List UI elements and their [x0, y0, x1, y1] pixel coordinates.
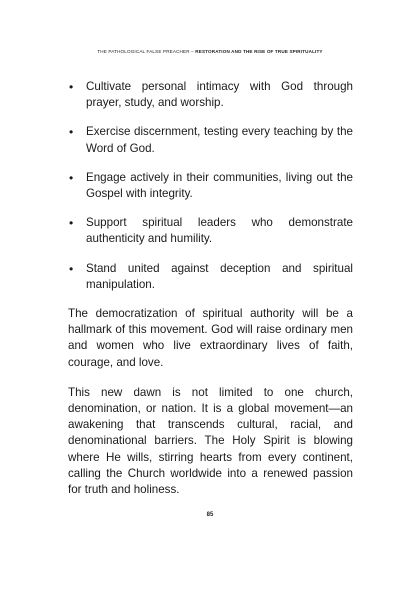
- bullet-list: [68, 79, 353, 293]
- page-number: 85: [206, 512, 214, 518]
- bullet-icon: •: [69, 170, 74, 185]
- list-item: [68, 79, 353, 111]
- list-item-text: Engage actively in their communities, living out the Gospel with integrity.: [86, 170, 353, 201]
- list-item-text: Exercise discernment, testing every teaching by the Word of God.: [86, 125, 353, 155]
- list-item: [68, 261, 353, 293]
- bullet-icon: •: [69, 216, 74, 231]
- bullet-icon: •: [69, 80, 74, 94]
- list-item: [68, 170, 353, 202]
- list-item-text: Stand united against deception and spiritual manipulation.: [86, 261, 353, 291]
- list-item-text: Cultivate personal intimacy with God through prayer, study, and worship.: [86, 80, 353, 110]
- list-item: [68, 215, 353, 247]
- running-header: [0, 49, 420, 54]
- page-content: [68, 79, 353, 512]
- body-paragraph: The democratization of spiritual authority will be a hallmark of this movement. God will raise ordinary men and women who live extraordinary lives of faith, courage, and love.: [68, 307, 353, 369]
- bullet-icon: •: [69, 125, 74, 140]
- bullet-icon: •: [69, 261, 74, 276]
- running-header-book-title: THE PATHOLOGICAL FALSE PREACHER –: [97, 49, 196, 54]
- list-item-text: Support spiritual leaders who demonstrate authenticity and humility.: [86, 216, 353, 246]
- running-header-chapter-title: RESTORATION AND THE RISE OF TRUE SPIRITUALITY: [195, 49, 323, 54]
- list-item: [68, 124, 353, 156]
- body-paragraph: This new dawn is not limited to one church, denomination, or nation. It is a global movement—an awakening that transcends cultural, racial, and denominational barriers. The Holy Spirit is blowing where He wills, stirring hearts from every continent, calling the Church worldwide into a renewed passion for truth and holiness.: [68, 385, 353, 497]
